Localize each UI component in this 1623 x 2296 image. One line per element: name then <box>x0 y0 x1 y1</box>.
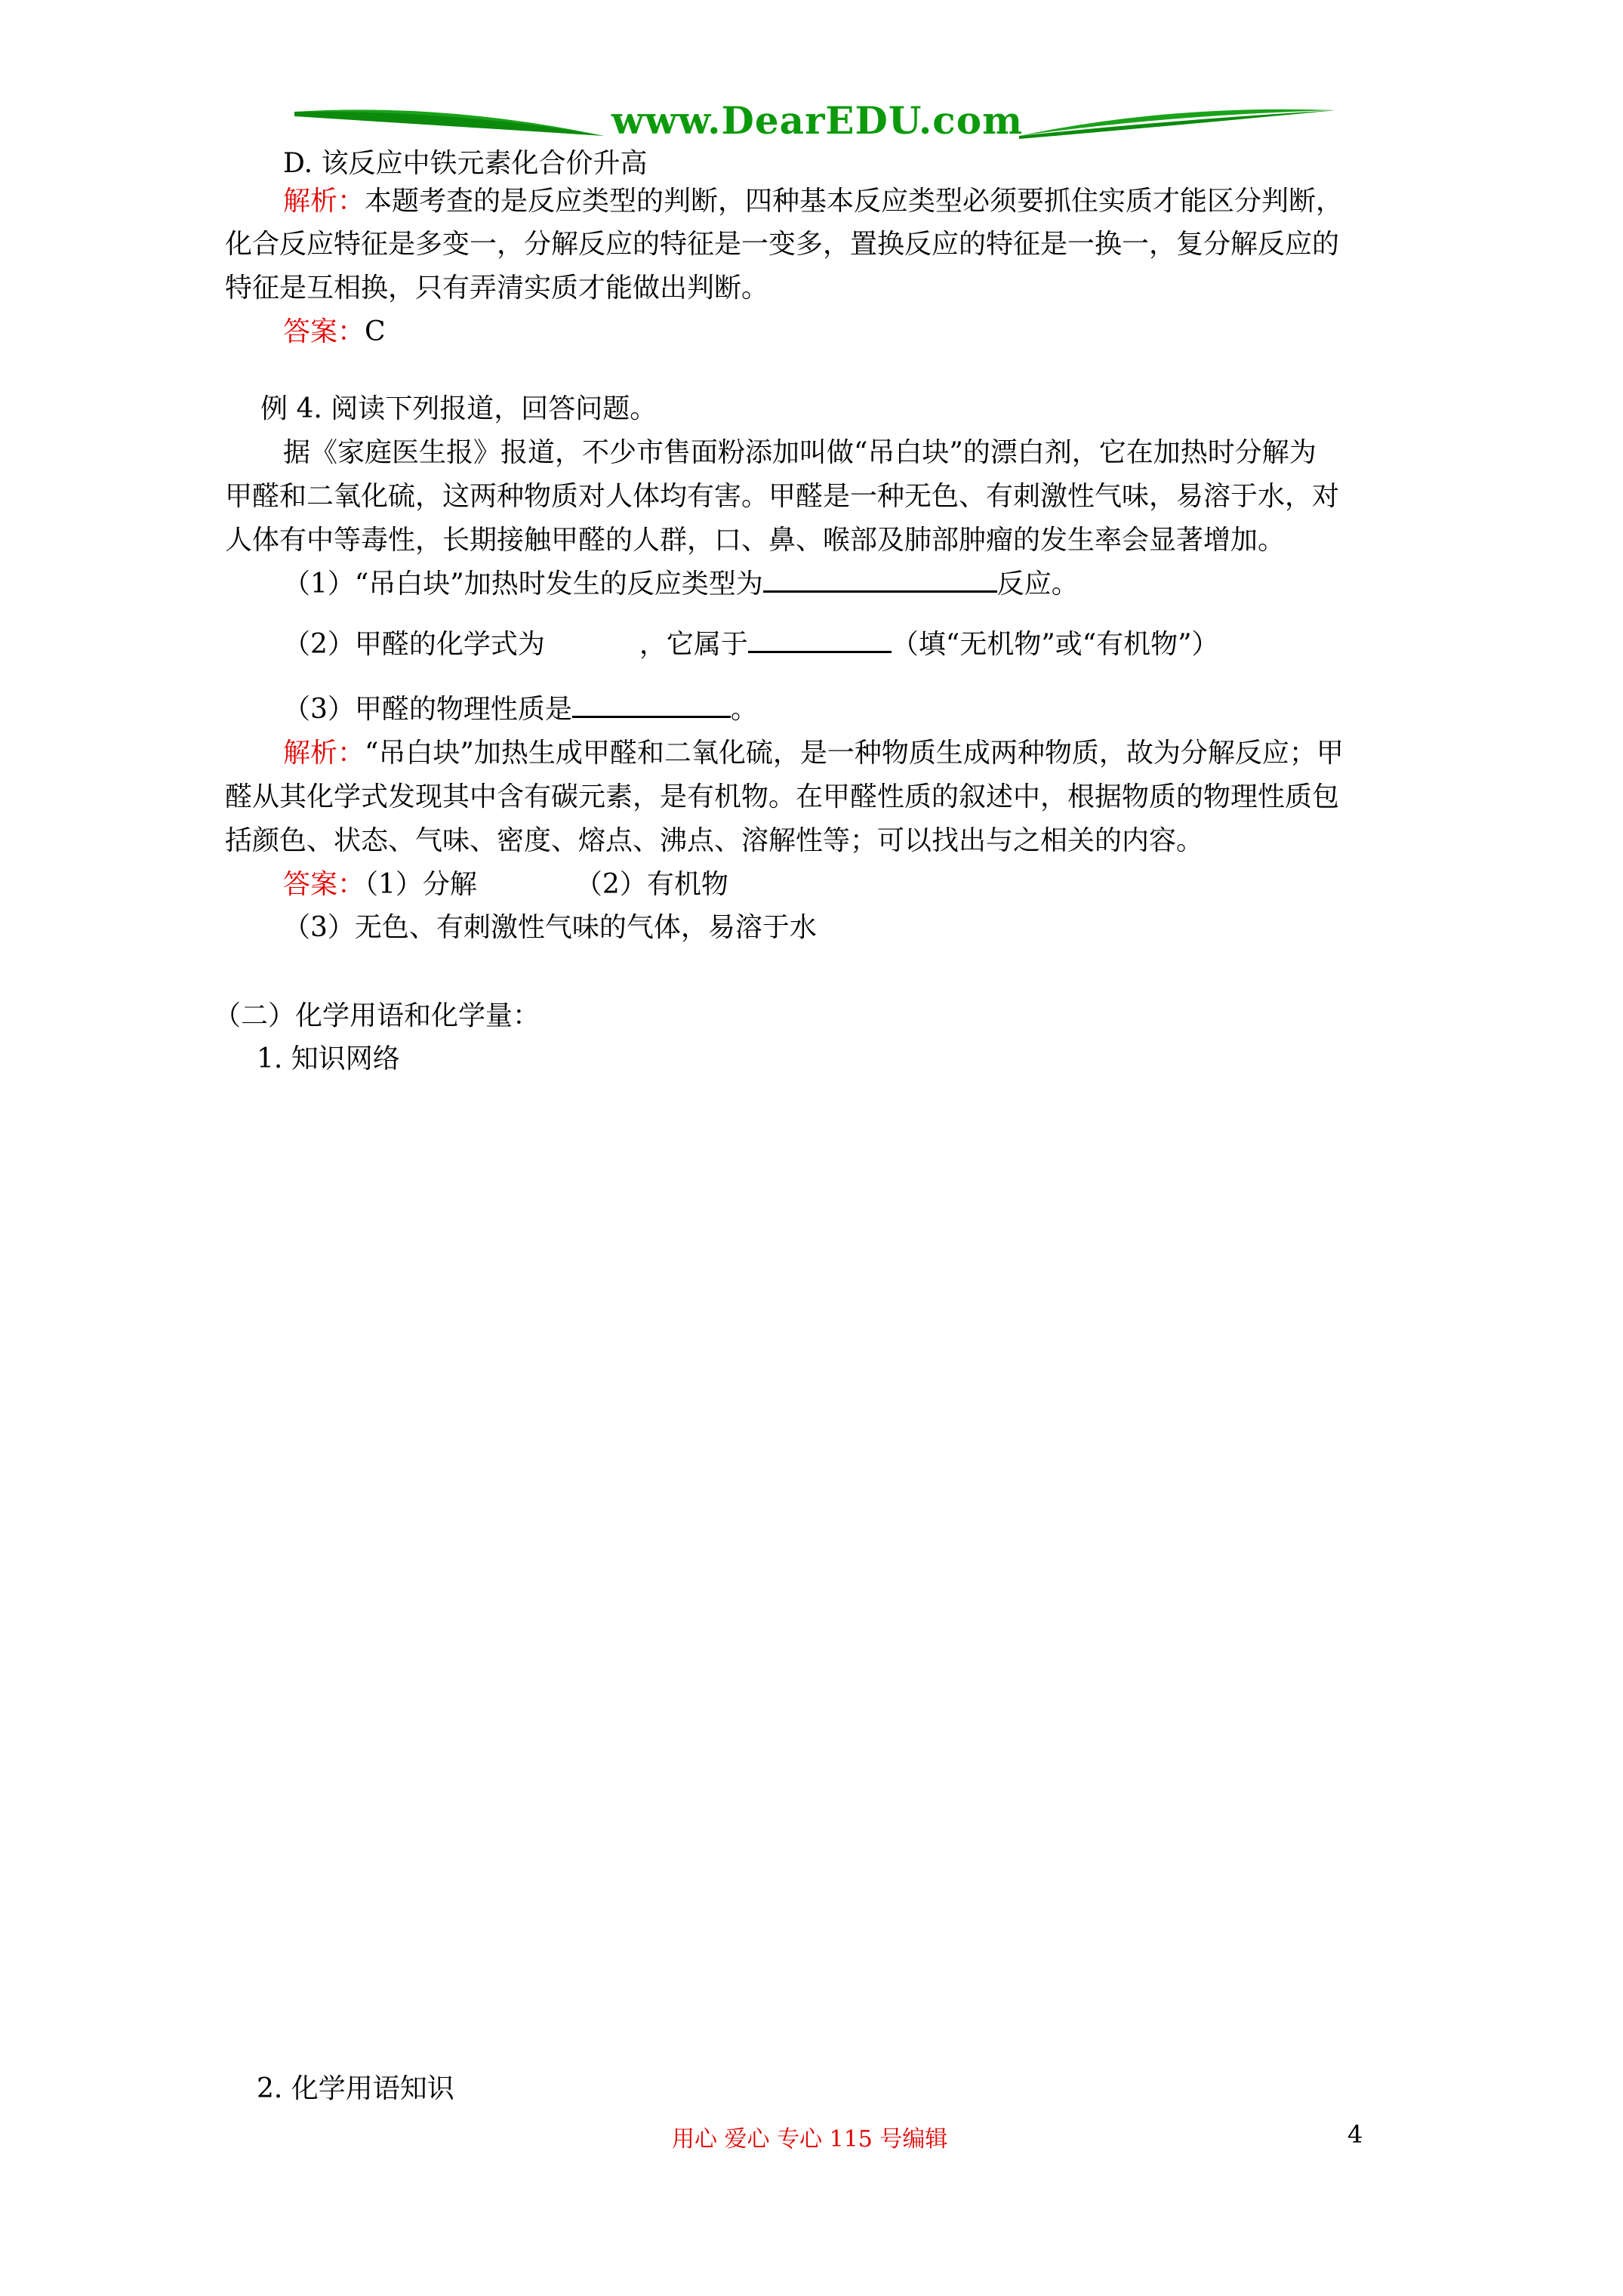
item-1-heading: 1. 知识网络 <box>257 1043 400 1074</box>
passage-line-1: 据《家庭医生报》报道，不少市售面粉添加叫做“吊白块”的漂白剂，它在加热时分解为 <box>283 437 1317 468</box>
answer-1: 答案：C <box>283 316 386 347</box>
analysis-1-line-3: 特征是互相换，只有弄清实质才能做出判断。 <box>225 273 769 304</box>
answer-2-line-2: （3）无色、有刺激性气味的气体，易溶于水 <box>283 912 817 943</box>
answer-2-line-1: 答案：（1）分解 （2）有机物 <box>283 869 728 900</box>
analysis-1-line-1: 解析：本题考查的是反应类型的判断，四种基本反应类型必须要抓住实质才能区分判断， <box>283 186 1344 217</box>
option-d: D. 该反应中铁元素化合价升高 <box>283 148 648 179</box>
example-4-title: 例 4. 阅读下列报道，回答问题。 <box>260 393 658 424</box>
question-2: （2）甲醛的化学式为 ，它属于 （填“无机物”或“有机物”） <box>283 629 1219 660</box>
answer-blank-1[interactable] <box>763 568 997 593</box>
footer-text: 用心 爱心 专心 115 号编辑 <box>672 2126 948 2153</box>
analysis-label: 解析： <box>283 186 365 217</box>
section-2-title: （二）化学用语和化学量： <box>214 1000 540 1031</box>
question-1: （1）“吊白块”加热时发生的反应类型为 反应。 <box>283 569 1079 599</box>
header-banner <box>294 97 1336 149</box>
analysis-2-line-1: 解析：“吊白块”加热生成甲醛和二氧化硫，是一种物质生成两种物质，故为分解反应；甲 <box>283 738 1344 769</box>
question-3: （3）甲醛的物理性质是 。 <box>283 694 758 725</box>
analysis-2-line-3: 括颜色、状态、气味、密度、熔点、沸点、溶解性等；可以找出与之相关的内容。 <box>225 825 1204 856</box>
answer-blank-2[interactable] <box>748 628 892 653</box>
analysis-label-2: 解析： <box>283 738 365 769</box>
analysis-1-line-2: 化合反应特征是多变一，分解反应的特征是一变多，置换反应的特征是一换一，复分解反应的 <box>225 229 1340 260</box>
answer-blank-3[interactable] <box>572 693 731 718</box>
page-number: 4 <box>1347 2120 1363 2149</box>
item-2-heading: 2. 化学用语知识 <box>257 2073 454 2104</box>
logo-text[interactable]: www.DearEDU.com <box>611 98 1024 143</box>
answer-label-2: 答案： <box>283 869 365 900</box>
answer-label: 答案： <box>283 316 365 347</box>
passage-line-3: 人体有中等毒性，长期接触甲醛的人群，口、鼻、喉部及肺部肿瘤的发生率会显著增加。 <box>225 525 1286 556</box>
passage-line-2: 甲醛和二氧化硫，这两种物质对人体均有害。甲醛是一种无色、有刺激性气味，易溶于水，对 <box>225 481 1340 512</box>
analysis-2-line-2: 醛从其化学式发现其中含有碳元素，是有机物。在甲醛性质的叙述中，根据物质的物理性质包 <box>225 781 1340 812</box>
